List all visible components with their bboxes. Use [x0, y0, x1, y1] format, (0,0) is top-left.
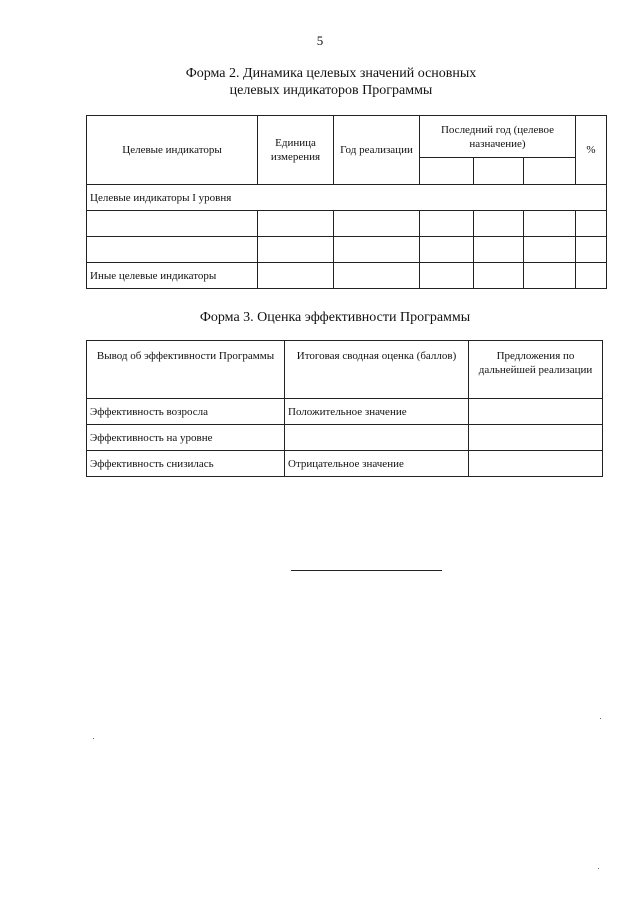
table-cell: [524, 237, 576, 263]
form3-title: Форма 3. Оценка эффективности Программы: [199, 310, 471, 325]
table-cell: [420, 263, 474, 289]
table-cell: [474, 263, 524, 289]
table-cell: [576, 211, 607, 237]
header-score: Итоговая сводная оценка (баллов): [285, 341, 469, 399]
table-row: [87, 237, 607, 263]
form2-title: [11, 65, 640, 99]
table-cell: [474, 158, 524, 185]
table-row: [87, 451, 603, 477]
form2-title-line1: Форма 2. Динамика целевых значений основных: [185, 66, 477, 81]
header-last-year: Последний год (целевое назначение): [420, 116, 576, 158]
other-indicators-label: Иные целевые индикаторы: [87, 263, 258, 289]
form2-header-row: [87, 116, 607, 158]
table-cell: [258, 237, 334, 263]
table-row: [87, 425, 603, 451]
table-row: [87, 211, 607, 237]
signature-line: [291, 570, 442, 571]
form2-table: [86, 115, 607, 289]
table-cell: [258, 263, 334, 289]
proposals-cell: [469, 399, 603, 425]
table-cell: [524, 263, 576, 289]
table-cell: [524, 211, 576, 237]
proposals-cell: [469, 425, 603, 451]
level1-label: Целевые индикаторы I уровня: [87, 185, 607, 211]
proposals-cell: [469, 451, 603, 477]
form2-title-line2: целевых индикаторов Программы: [229, 83, 433, 98]
scan-speck: [600, 718, 601, 719]
header-unit: Единица измерения: [258, 116, 334, 185]
table-cell: [420, 237, 474, 263]
table-cell: [334, 263, 420, 289]
table-cell: [576, 263, 607, 289]
table-cell: [87, 211, 258, 237]
score-cell: Отрицательное значение: [285, 451, 469, 477]
table-cell: [420, 158, 474, 185]
table-cell: [524, 158, 576, 185]
table-cell: [474, 237, 524, 263]
header-conclusion: Вывод об эффективности Программы: [87, 341, 285, 399]
table-cell: [420, 211, 474, 237]
score-cell: [285, 425, 469, 451]
header-proposals: Предложения по дальнейшей реализации: [469, 341, 603, 399]
table-cell: [87, 237, 258, 263]
header-year: Год реализации: [334, 116, 420, 185]
scan-speck: [93, 738, 94, 739]
table-cell: [474, 211, 524, 237]
table-cell: [258, 211, 334, 237]
conclusion-cell: Эффективность снизилась: [87, 451, 285, 477]
table-cell: [334, 237, 420, 263]
conclusion-cell: Эффективность на уровне: [87, 425, 285, 451]
form2-other-row: [87, 263, 607, 289]
header-indicators: Целевые индикаторы: [87, 116, 258, 185]
table-cell: [576, 237, 607, 263]
header-percent: %: [576, 116, 607, 185]
score-cell: Положительное значение: [285, 399, 469, 425]
form2-level1-row: [87, 185, 607, 211]
conclusion-cell: Эффективность возросла: [87, 399, 285, 425]
form3-header-row: [87, 341, 603, 399]
table-cell: [334, 211, 420, 237]
page-number: 5: [316, 33, 324, 48]
table-row: [87, 399, 603, 425]
form3-table: [86, 340, 603, 477]
scan-speck: [598, 868, 599, 869]
